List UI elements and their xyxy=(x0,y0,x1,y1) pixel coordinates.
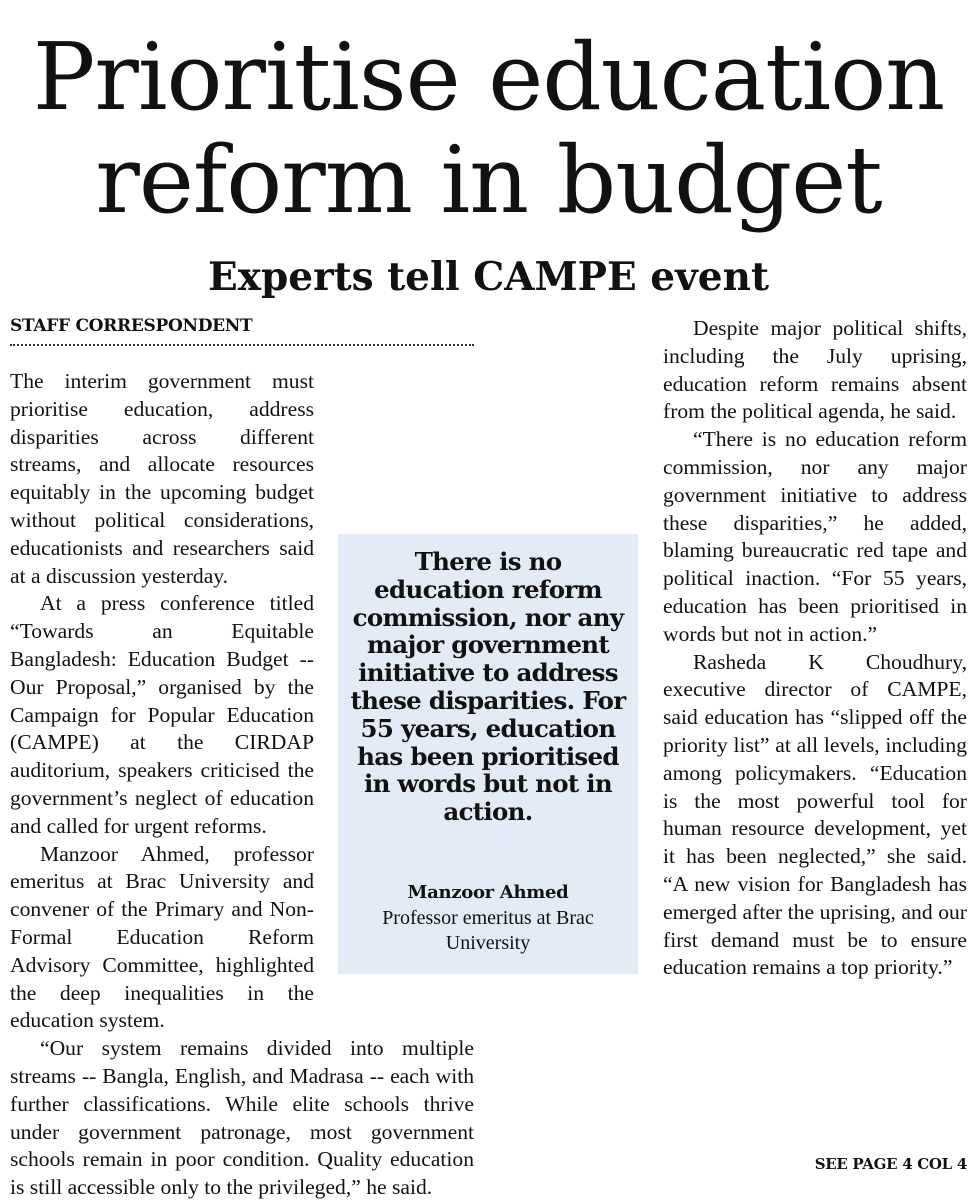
pull-quote-text: There is no education reform commission, nor any major government initiative to address these disparities. For 55 years, education has been prioritised in words but not in action. xyxy=(350,547,626,827)
body-paragraph-1: The interim government must prioritise education, address disparities across different streams, and allocate resources equitably in the upcoming budget without political considerations, educationists and researchers said at a discussion yesterday. xyxy=(10,369,314,588)
continuation-note: SEE PAGE 4 COL 4 xyxy=(814,1155,967,1173)
byline: STAFF CORRESPONDENT xyxy=(10,316,474,346)
body-paragraph-4: “Our system remains divided into multiple streams -- Bangla, English, and Madrasa -- each with further classifications. While elite schools thrive under government patronage, most government schools remain in poor condition. Quality education is still accessible only to the privileged,” he said. xyxy=(10,1036,474,1200)
subheadline: Experts tell CAMPE event xyxy=(208,254,769,300)
headline-line-1: Prioritise education xyxy=(32,23,945,131)
body-paragraph-7: Rasheda K Choudhury, executive director of CAMPE, said education has “slipped off the priority list” at all levels, including among policymakers. “Education is the most powerful tool for human resource development, yet it has been neglected,” she said. “A new vision for Bangladesh has emerged after the uprising, and our first demand must be to ensure education remains a top priority.” xyxy=(663,649,967,980)
body-paragraph-3: Manzoor Ahmed, professor emeritus at Brac University and convener of the Primary and Non-Formal Education Reform Advisory Committee, highlighted the deep inequalities in the education system. xyxy=(10,841,314,1033)
headline-line-2: reform in budget xyxy=(95,126,882,234)
pull-quote-title: Professor emeritus at Brac University xyxy=(382,907,594,954)
pull-quote-box xyxy=(338,534,638,974)
body-paragraph-6: “There is no education reform commission, nor any major government initiative to address these disparities,” he added, blaming bureaucratic red tape and political inaction. “For 55 years, education has been prioritised in words but not in action.” xyxy=(663,427,967,646)
body-paragraph-5: Despite major political shifts, including the July uprising, education reform remains absent from the political agenda, he said. xyxy=(663,316,967,424)
pull-quote-name: Manzoor Ahmed xyxy=(407,882,569,903)
headline xyxy=(0,23,977,234)
body-paragraph-2: At a press conference titled “Towards an Equitable Bangladesh: Education Budget -- Our Proposal,” organised by the Campaign for Popular Education (CAMPE) at the CIRDAP auditorium, speakers criticised the government’s neglect of education and called for urgent reforms. xyxy=(10,591,314,838)
